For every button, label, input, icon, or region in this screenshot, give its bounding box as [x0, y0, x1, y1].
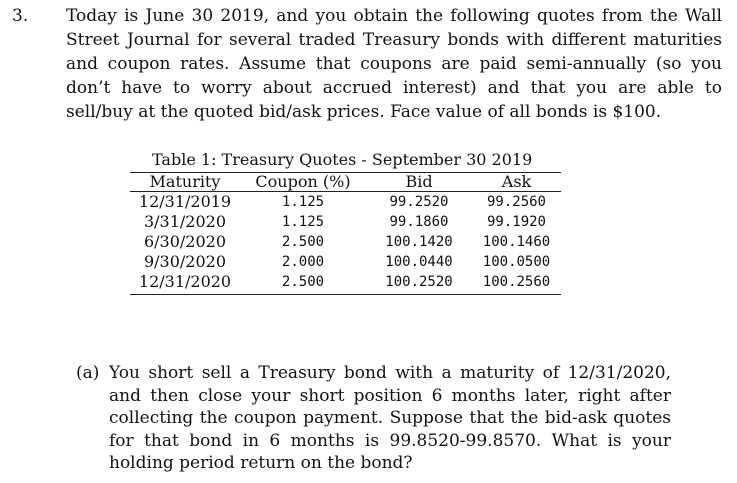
cell-bid: 100.0440 — [385, 254, 453, 270]
problem-statement: Today is June 30 2019, and you obtain the following quotes from the Wall Street Journal for several traded Treasury bonds with different maturities and coupon rates. Assume that coupons are paid semi-annually (so you don’t have to worry about accrued interest) and that you are able to sell/buy at the quoted bid/ask prices. Face value of all bonds is $100. — [66, 6, 722, 122]
part-a-question: You short sell a Treasury bond with a maturity of 12/31/2020, and then close your short position 6 months later, right after collecting the coupon payment. Suppose that the bid-ask quotes for that bond in 6 months is 99.8520-99.8570. What is your holding period return on the bond? — [109, 363, 671, 473]
cell-maturity: 12/31/2020 — [130, 272, 240, 295]
cell-maturity: 9/30/2020 — [143, 252, 227, 271]
table-caption: Table 1: Treasury Quotes - September 30 2019 — [152, 150, 533, 169]
header-ask: Ask — [472, 173, 561, 192]
cell-bid: 99.1860 — [389, 214, 449, 230]
header-maturity: Maturity — [130, 173, 240, 192]
problem-number: 3. — [12, 6, 29, 26]
cell-maturity: 6/30/2020 — [143, 232, 227, 251]
table-header-row — [130, 173, 561, 192]
cell-bid: 100.2520 — [366, 272, 472, 295]
cell-bid: 99.2520 — [389, 194, 449, 210]
cell-ask: 99.2560 — [486, 194, 546, 210]
table-row — [130, 252, 561, 272]
cell-ask: 100.2560 — [472, 272, 561, 295]
table-row — [130, 212, 561, 232]
table-row — [130, 272, 561, 295]
cell-maturity: 12/31/2019 — [138, 192, 232, 211]
header-bid: Bid — [366, 173, 472, 192]
cell-coupon: 2.500 — [240, 272, 366, 295]
table-row — [130, 232, 561, 252]
cell-bid: 100.1420 — [385, 234, 453, 250]
part-a-label: (a) — [76, 363, 100, 383]
cell-ask: 100.1460 — [482, 234, 551, 250]
cell-coupon: 1.125 — [281, 194, 325, 210]
cell-ask: 99.1920 — [486, 214, 546, 230]
cell-coupon: 2.000 — [281, 254, 325, 270]
cell-ask: 100.0500 — [482, 254, 551, 270]
treasury-quotes-table — [130, 172, 561, 295]
cell-coupon: 1.125 — [281, 214, 325, 230]
header-coupon: Coupon (%) — [240, 173, 366, 192]
cell-maturity: 3/31/2020 — [143, 212, 227, 231]
cell-coupon: 2.500 — [281, 234, 325, 250]
table-row — [130, 192, 561, 213]
